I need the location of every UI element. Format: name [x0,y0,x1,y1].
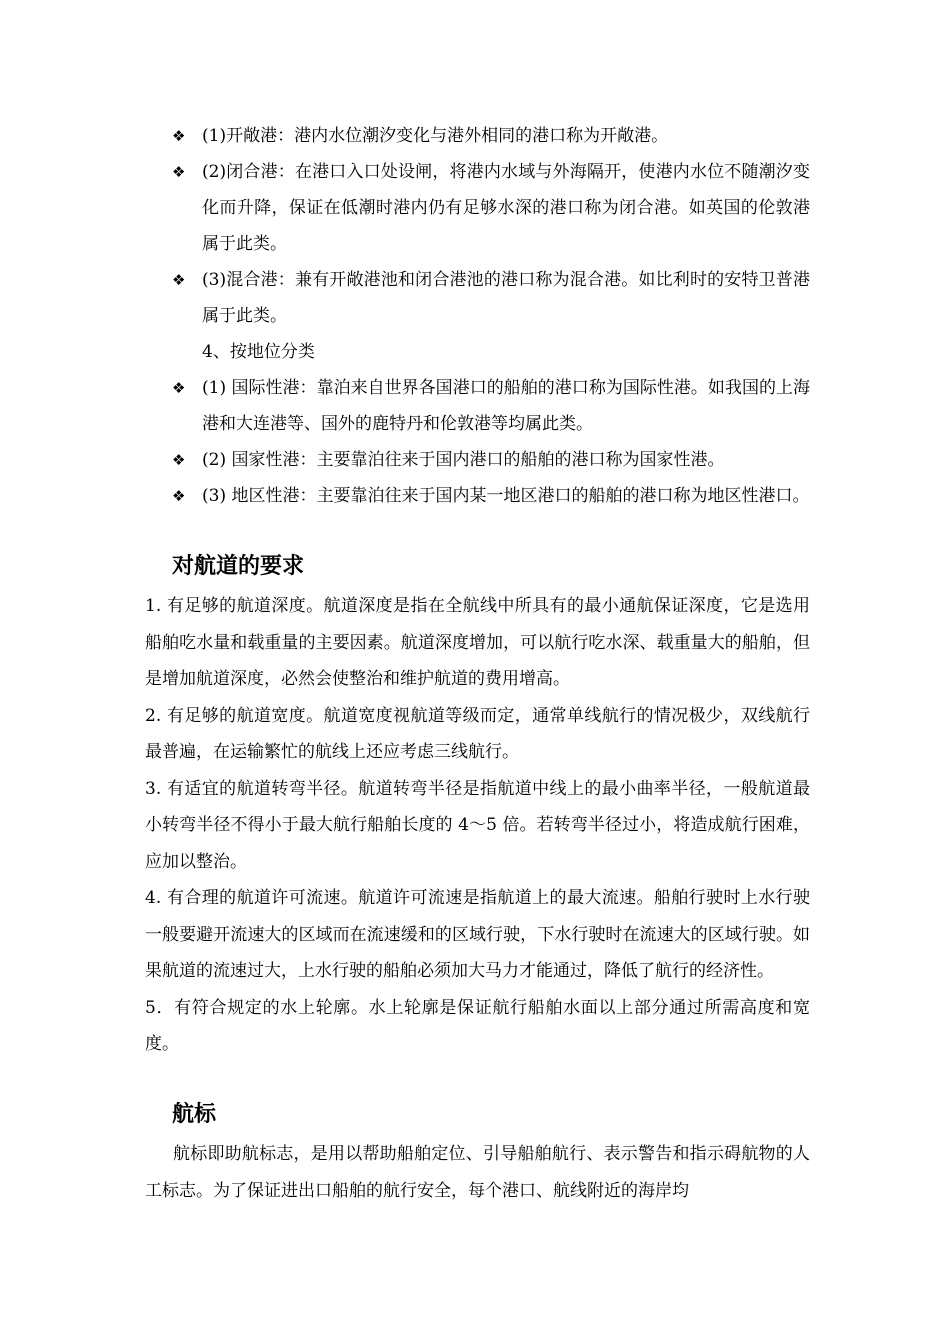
diamond-bullet-icon: ❖ [172,487,186,505]
list-item [145,262,810,334]
list-item-text: (1)开敞港：港内水位潮汐变化与港外相同的港口称为开敞港。 [202,126,669,146]
category-heading: 4、按地位分类 [202,342,315,362]
requirement-paragraph: 5．有符合规定的水上轮廓。水上轮廓是保证航行船舶水面以上部分通过所需高度和宽度。 [145,997,810,1054]
requirement-paragraph: 3. 有适宜的航道转弯半径。航道转弯半径是指航道中线上的最小曲率半径，一般航道最小转弯半径不得小于最大航行船舶长度的 4～5 倍。若转弯半径过小，将造成航行困难，应加以整治。 [145,778,810,872]
diamond-bullet-icon: ❖ [172,451,186,469]
requirement-paragraph: 2. 有足够的航道宽度。航道宽度视航道等级而定，通常单线航行的情况极少，双线航行最普遍，在运输繁忙的航线上还应考虑三线航行。 [145,705,810,762]
port-type-list [145,118,810,514]
section-heading-channel-requirements: 对航道的要求 [172,554,305,579]
list-item-text: (2) 国家性港：主要靠泊往来于国内港口的船舶的港口称为国家性港。 [202,450,725,470]
diamond-bullet-icon: ❖ [172,271,186,289]
list-item-text: (1) 国际性港：靠泊来自世界各国港口的船舶的港口称为国际性港。如我国的上海港和大连港等、国外的鹿特丹和伦敦港等均属此类。 [202,378,810,434]
list-item [145,154,810,262]
list-item-text: (3)混合港：兼有开敞港池和闭合港池的港口称为混合港。如比利时的安特卫普港属于此类。 [202,270,810,326]
list-item-text: (3) 地区性港：主要靠泊往来于国内某一地区港口的船舶的港口称为地区性港口。 [202,486,810,506]
list-item [145,118,810,154]
requirement-paragraph: 4. 有合理的航道许可流速。航道许可流速是指航道上的最大流速。船舶行驶时上水行驶一般要避开流速大的区域而在流速缓和的区域行驶，下水行驶时在流速大的区域行驶。如果航道的流速过大，上水行驶的船舶必须加大马力才能通过，降低了航行的经济性。 [145,888,810,981]
list-item [145,370,810,442]
list-item [145,442,810,478]
diamond-bullet-icon: ❖ [172,163,186,181]
section-heading-navigation-marks: 航标 [172,1102,217,1127]
list-item-text: (2)闭合港：在港口入口处设闸，将港内水域与外海隔开，使港内水位不随潮汐变化而升降，保证在低潮时港内仍有足够水深的港口称为闭合港。如英国的伦敦港属于此类。 [202,162,810,254]
diamond-bullet-icon: ❖ [172,127,186,145]
diamond-bullet-icon: ❖ [172,379,186,397]
navigation-marks-paragraph: 航标即助航标志，是用以帮助船舶定位、引导船舶航行、表示警告和指示碍航物的人工标志。为了保证进出口船舶的航行安全，每个港口、航线附近的海岸均 [145,1144,810,1201]
list-item [145,478,810,514]
requirement-paragraph: 1. 有足够的航道深度。航道深度是指在全航线中所具有的最小通航保证深度，它是选用船舶吃水量和载重量的主要因素。航道深度增加，可以航行吃水深、载重量大的船舶，但是增加航道深度，必然会使整治和维护航道的费用增高。 [145,596,810,689]
requirements-list [145,588,810,1063]
